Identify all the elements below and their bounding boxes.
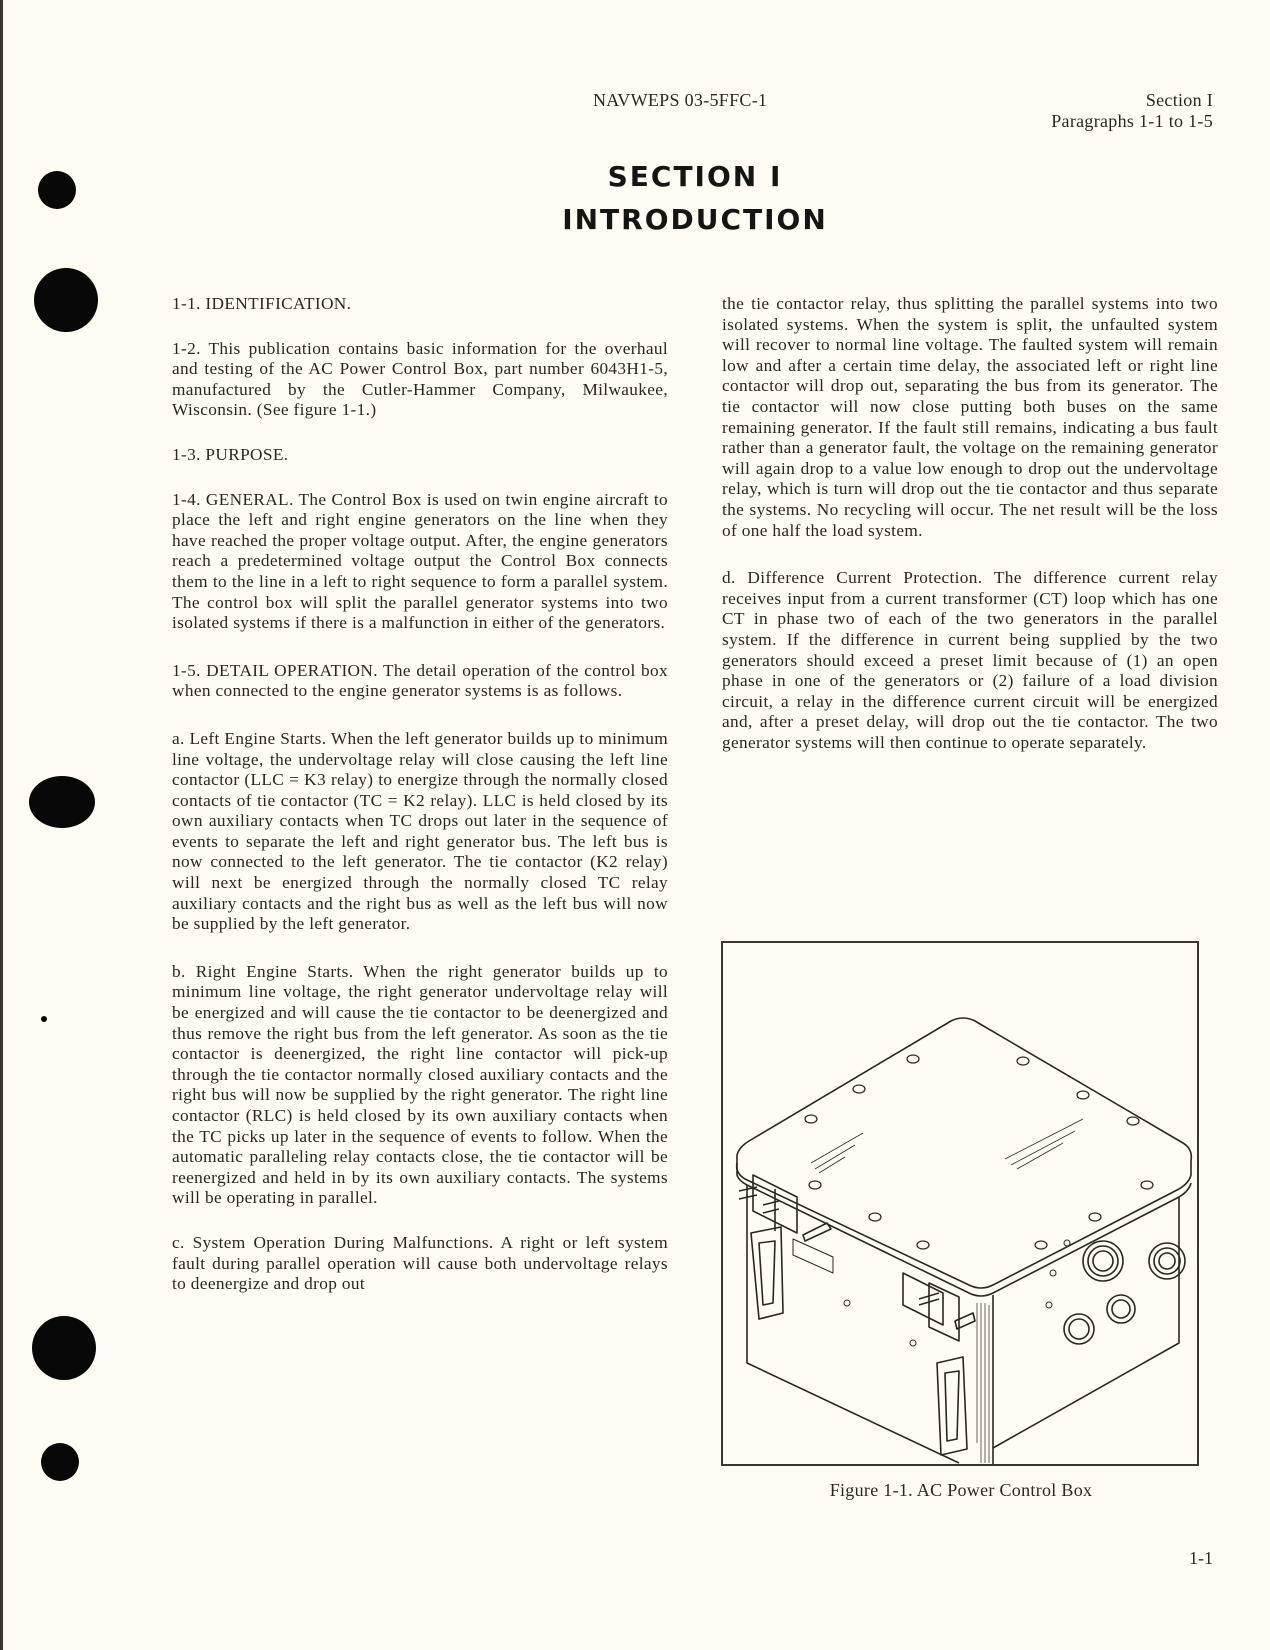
paragraph-1-4: 1-4. GENERAL. The Control Box is used on twin engine aircraft to place the left and right engine generators on the line when they have reached the proper voltage output. After, the engine generators reach a predetermined voltage output the Control Box connects them to the line in a left to right sequence to form a parallel system. The control box will split the parallel generator systems into two isolated systems if there is a malfunction in either of the generators. [172,489,668,633]
right-column [722,294,1218,753]
paragraph-a: a. Left Engine Starts. When the left generator builds up to minimum line voltage, the undervoltage relay will close causing the left line contactor (LLC = K3 relay) to energize through the normally closed contacts of tie contactor (TC = K2 relay). LLC is held closed by its own auxiliary contacts when TC drops out later in the sequence of events to separate the left and right generator bus. The left bus is now connected to the left generator. The tie contactor (K2 relay) will next be energized through the normally closed TC relay auxiliary contacts and the right bus as well as the left bus will now be supplied by the left generator. [172,728,668,934]
paragraph-1-3: 1-3. PURPOSE. [172,444,289,464]
section-reference [1051,90,1213,132]
paragraph-1-2: 1-2. This publication contains basic information for the overhaul and testing of the AC Power Control Box, part number 6043H1-5, manufactured by the Cutler-Hammer Company, Milwaukee, Wisconsin. (See figure 1-1.) [172,338,668,420]
section-label: Section I [1145,90,1213,110]
paragraph-1-5: 1-5. DETAIL OPERATION. The detail operation of the control box when connected to the engine generator systems is as follows. [172,660,668,701]
paragraphs-label: Paragraphs 1-1 to 1-5 [1051,111,1213,131]
page-edge [0,0,3,1650]
paragraph-c: c. System Operation During Malfunctions. A right or left system fault during parallel operation will cause both undervoltage relays to deenergize and drop out [172,1232,668,1294]
figure-frame [721,941,1199,1466]
figure-caption: Figure 1-1. AC Power Control Box [829,1480,1093,1500]
paragraph-c-continued: the tie contactor relay, thus splitting the parallel systems into two isolated systems. When the system is split, the unfaulted system will recover to normal line voltage. The faulted system will remain low and after a certain time delay, the associated left or right line contactor will drop out, separating the bus from its generator. The tie contactor will now close putting both buses on the same remaining generator. If the fault still remains, indicating a bus fault rather than a generator fault, the voltage on the remaining generator will again drop to a value low enough to drop out the undervoltage relay, which is turn will drop out the tie contactor and thus separate the systems. No recycling will occur. The net result will be the loss of one half the load system. [722,294,1218,540]
punch-hole [29,776,95,828]
paragraph-1-1: 1-1. IDENTIFICATION. [172,294,352,313]
section-heading: INTRODUCTION [562,203,828,236]
left-column [172,294,668,1295]
punch-hole [41,1443,79,1481]
control-box-illustration [723,943,1197,1464]
paragraph-d: d. Difference Current Protection. The difference current relay receives input from a current transformer (CT) loop which has one CT in phase two of each of the two generators in the parallel system. If the difference in current being supplied by the two generators should exceed a preset limit because of (1) an open phase in one of the generators or (2) failure of a load division circuit, a relay in the difference current circuit will be energized and, after a preset delay, will drop out the tie contactor. The two generator systems will then continue to operate separately. [722,568,1218,752]
punch-hole [34,268,98,332]
page-number: 1-1 [1189,1548,1213,1568]
document-number: NAVWEPS 03-5FFC-1 [593,90,768,110]
paragraph-b: b. Right Engine Starts. When the right generator builds up to minimum line voltage, the right generator undervoltage relay will be energized and will cause the tie contactor to be deenergized and thus remove the right bus from the left generator. As soon as the tie contactor is deenergized, the right line contactor will pick-up through the tie contactor normally closed auxiliary contacts and the right bus will now be supplied by the right generator. The right line contactor (RLC) is held closed by its own auxiliary contacts when the TC picks up later in the sequence of events to follow. When the automatic paralleling relay contacts close, the tie contactor will be reenergized and held in by its own auxiliary contacts. The systems will be operating in parallel. [172,961,668,1208]
section-title: SECTION I [607,160,783,193]
punch-hole [41,1016,47,1022]
punch-hole [38,171,76,209]
punch-hole [32,1316,96,1380]
